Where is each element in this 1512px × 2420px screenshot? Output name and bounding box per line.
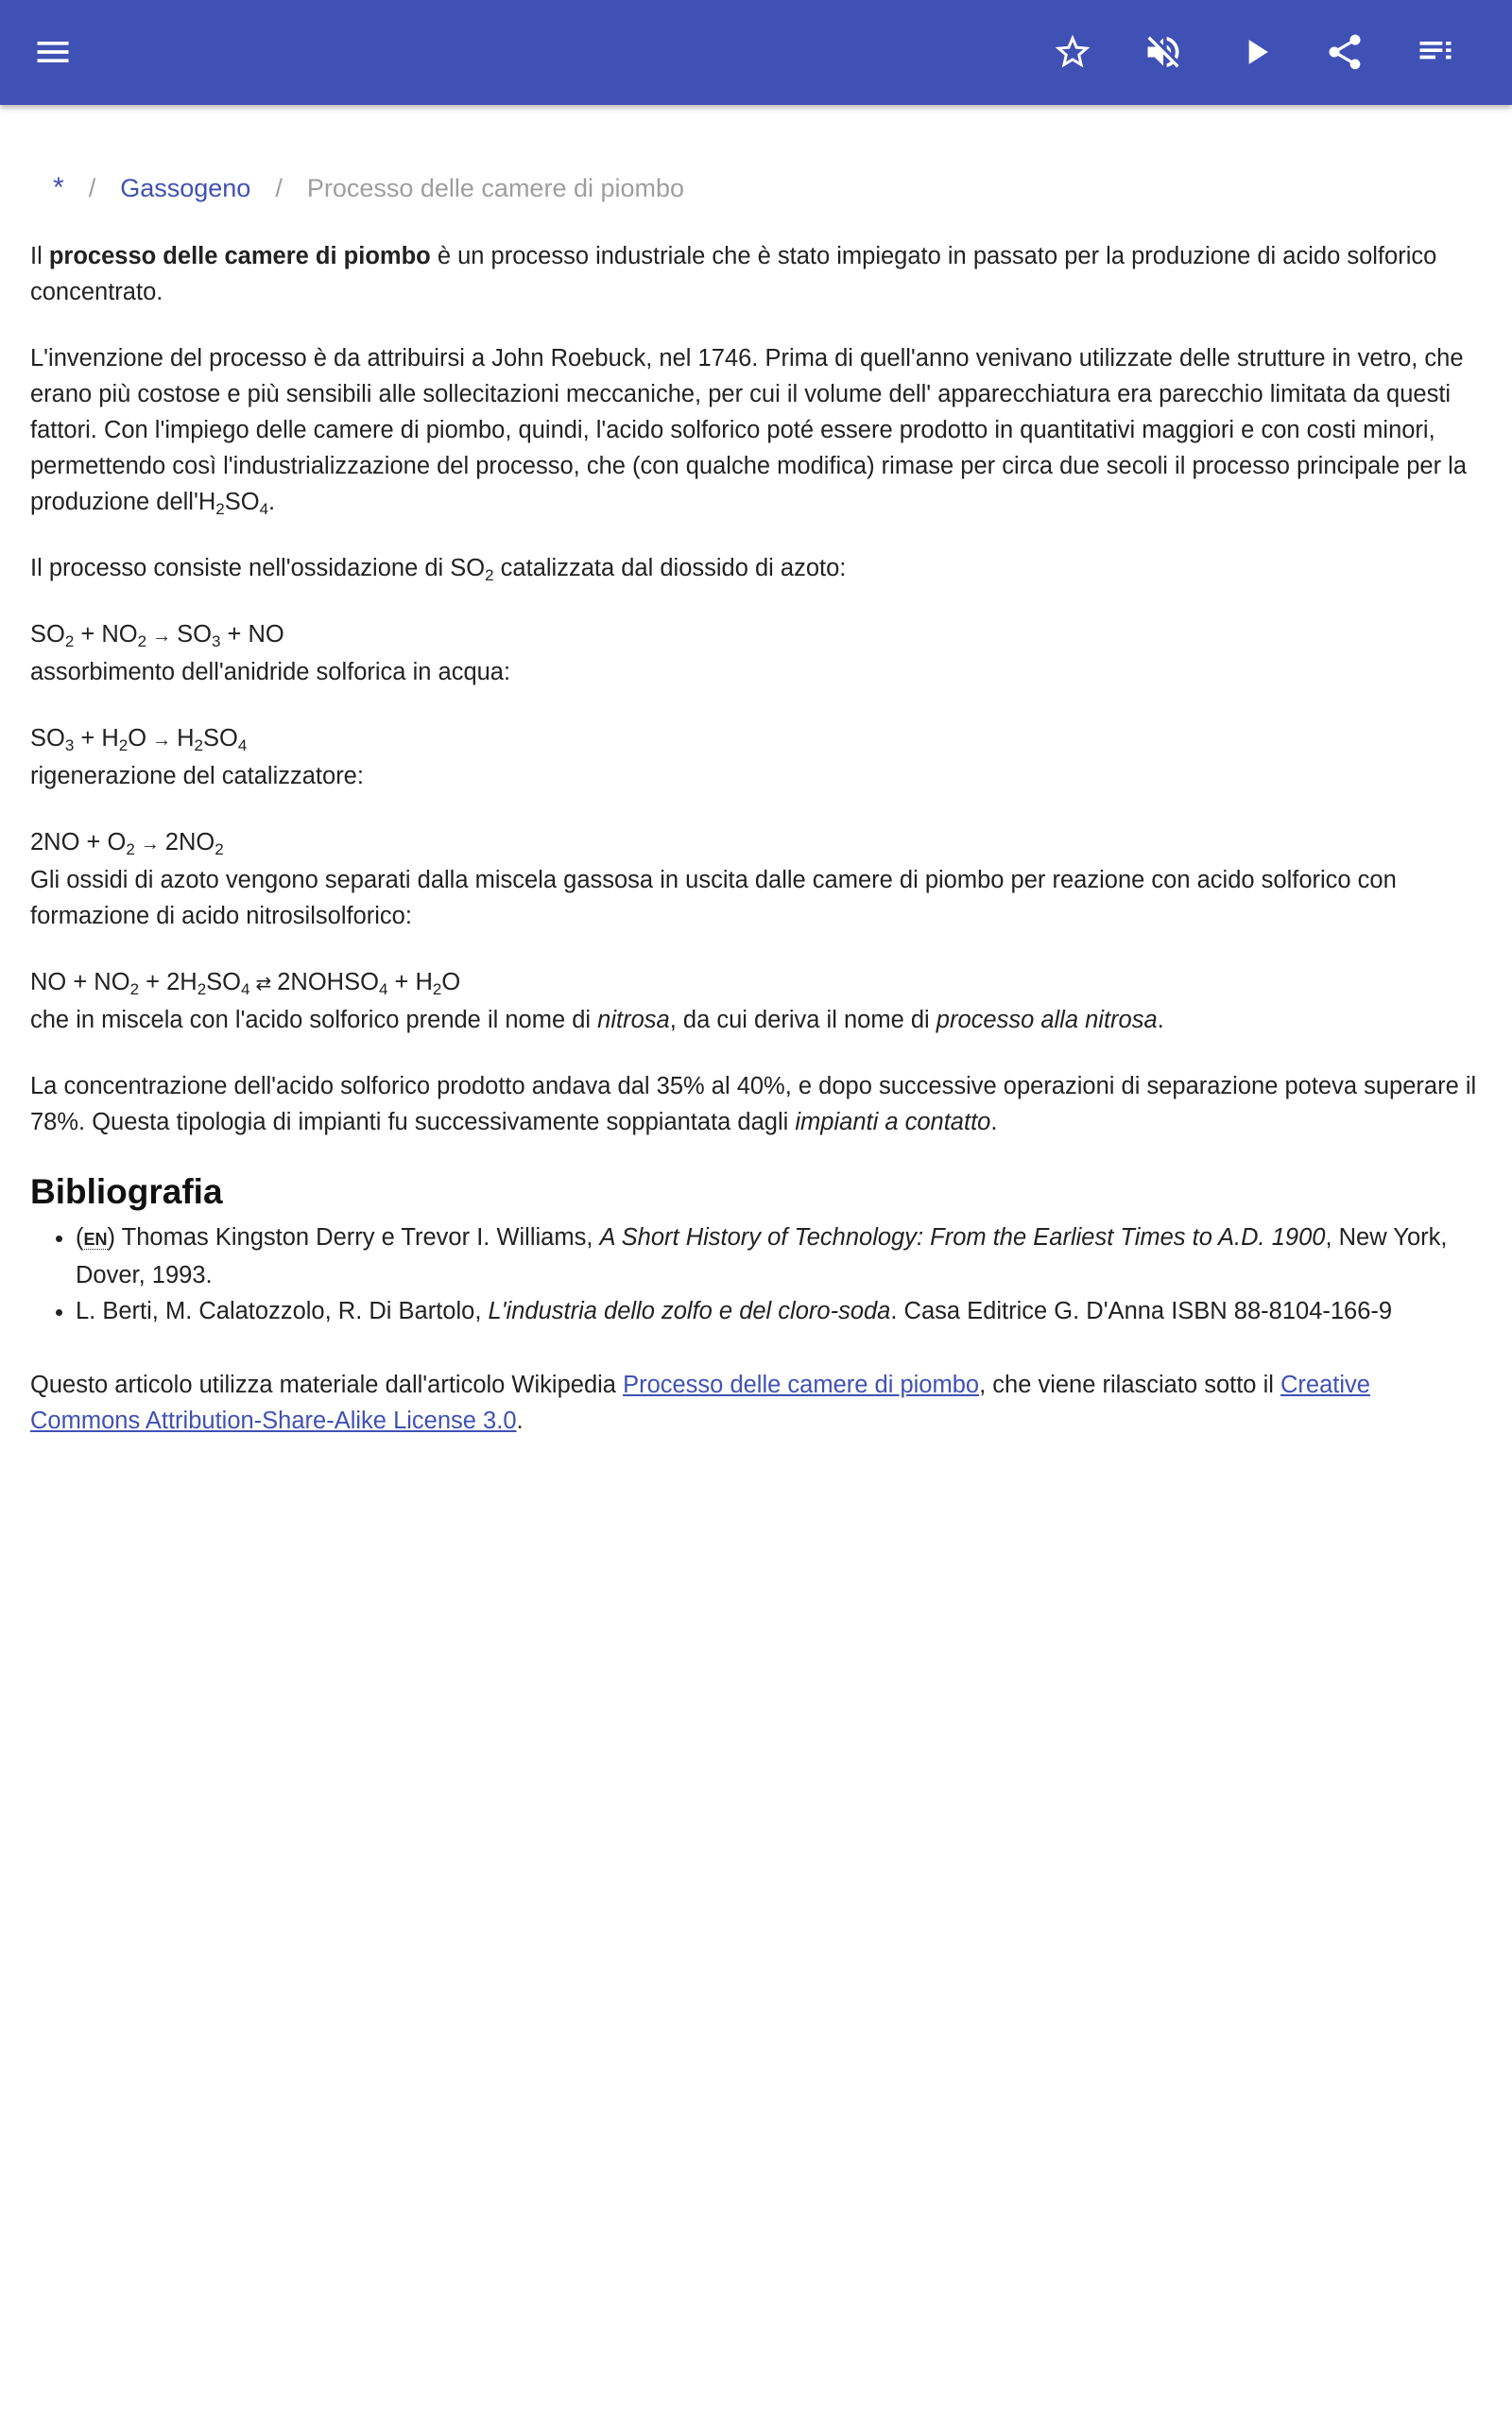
formula-subscript: 3: [64, 736, 75, 754]
formula-subscript: 2: [215, 500, 225, 518]
formula-part: NO + NO: [30, 969, 130, 995]
formula-part: SO: [30, 621, 65, 648]
equation-caption: , da cui deriva il nome di: [669, 1007, 936, 1033]
wikipedia-article-link[interactable]: Processo delle camere di piombo: [623, 1372, 980, 1398]
reaction-arrow: →: [152, 730, 172, 751]
share-icon: [1324, 31, 1366, 73]
breadcrumb-separator: /: [275, 174, 283, 202]
equation-nitrosyl: [30, 964, 1486, 1002]
citation-authors: L. Berti, M. Calatozzolo, R. Di Bartolo,: [76, 1298, 489, 1324]
formula-part: 2NOHSO: [277, 969, 379, 995]
process-text: Il processo consiste nell'ossidazione di SO: [30, 555, 486, 581]
citation-title: L'industria dello zolfo e del cloro-soda: [488, 1298, 891, 1324]
playlist-icon: [1415, 31, 1456, 73]
process-text-end: catalizzata dal diossido di azoto:: [493, 555, 847, 581]
formula-part: SO: [177, 621, 212, 648]
star-outline-icon: [1052, 31, 1093, 73]
formula-part: + NO: [74, 621, 138, 648]
formula-part: SO: [203, 725, 238, 752]
concentration-text: La concentrazione dell'acido solforico prodotto andava dal 35% al 40%, e dopo successive operazioni di separazione poteva superare il 78%. Questa tipologia di impianti fu successivamente soppiantata dagli: [30, 1073, 1477, 1135]
breadcrumb-current: Processo delle camere di piombo: [306, 174, 685, 202]
formula-part: SO: [224, 489, 260, 515]
intro-paragraph: [30, 238, 1486, 310]
formula-subscript: 2: [432, 980, 442, 998]
equation-regeneration: [30, 824, 1486, 862]
equation-caption: Gli ossidi di azoto vengono separati dalla miscela gassosa in uscita dalle camere di piombo per reazione con acido solforico con formazione di acido nitrosilsolforico:: [30, 867, 1397, 929]
history-end: .: [268, 489, 276, 515]
mute-button[interactable]: [1129, 18, 1197, 86]
formula-subscript: 2: [118, 736, 129, 754]
formula-subscript: 2: [194, 736, 203, 754]
formula-part: O: [128, 725, 147, 752]
equation-block-3: [30, 824, 1486, 934]
equation-block-4: [30, 964, 1486, 1038]
license-text: , che viene rilasciato sotto il: [979, 1372, 1280, 1398]
bibliography-list: [30, 1219, 1486, 1329]
reaction-arrow: →: [152, 626, 172, 647]
play-button[interactable]: [1222, 18, 1290, 86]
equation-caption: rigenerazione del catalizzatore:: [30, 763, 364, 789]
formula-subscript: 4: [259, 500, 269, 518]
volume-off-icon: [1143, 31, 1184, 73]
formula-part: 2NO: [164, 829, 215, 856]
history-paragraph: [30, 340, 1486, 520]
formula-part: + H: [387, 969, 433, 995]
bibliography-item: • (EN) Thomas Kingston Derry e Trevor I. Williams, A Short History of Technology: From the Earliest Times to A.D. 1900, New York, Dover, 1993.: [76, 1219, 1486, 1293]
breadcrumb-home[interactable]: *: [53, 172, 64, 203]
article-content: [30, 170, 1486, 1469]
formula-subscript: 4: [237, 736, 248, 754]
breadcrumb-parent[interactable]: Gassogeno: [120, 174, 251, 202]
italic-term: nitrosa: [597, 1007, 670, 1033]
formula-part: 2NO + O: [30, 829, 127, 856]
equation-absorption: [30, 720, 1486, 758]
formula-part: SO: [30, 725, 65, 752]
formula-part: + NO: [220, 621, 284, 648]
formula-subscript: 2: [64, 632, 75, 650]
menu-button[interactable]: [19, 18, 87, 86]
formula-subscript: 2: [485, 566, 494, 584]
menu-icon: [32, 31, 74, 73]
concentration-paragraph: [30, 1068, 1486, 1140]
playlist-button[interactable]: [1401, 18, 1469, 86]
language-badge: EN: [83, 1230, 108, 1249]
citation-publisher: , New York, Dover, 1993.: [76, 1224, 1448, 1288]
reaction-arrow: →: [140, 834, 160, 855]
formula-subscript: 4: [378, 980, 388, 998]
process-paragraph: [30, 550, 1486, 586]
formula-subscript: 4: [241, 980, 250, 998]
formula-part: + H: [74, 725, 119, 752]
formula-part: H: [198, 489, 216, 515]
formula-subscript: 2: [126, 840, 135, 858]
concentration-end: .: [990, 1109, 998, 1135]
app-bar: [0, 0, 1512, 105]
equation-caption: .: [1157, 1007, 1164, 1033]
italic-term: impianti a contatto: [795, 1109, 991, 1135]
equation-caption: che in miscela con l'acido solforico prende il nome di: [30, 1007, 598, 1033]
formula-subscript: 2: [129, 980, 140, 998]
intro-bold-term: processo delle camere di piombo: [48, 243, 431, 269]
intro-text-end: è un processo industriale che è stato impiegato in passato per la produzione di acido solforico concentrato.: [30, 243, 1437, 305]
formula-subscript: 3: [211, 632, 221, 650]
equation-caption: assorbimento dell'anidride solforica in acqua:: [30, 659, 511, 685]
license-link[interactable]: Creative Commons Attribution-Share-Alike License 3.0: [30, 1372, 1370, 1434]
breadcrumb-separator: /: [88, 174, 96, 202]
license-end: .: [516, 1408, 524, 1434]
citation-title: A Short History of Technology: From the Earliest Times to A.D. 1900: [599, 1224, 1326, 1251]
italic-term: processo alla nitrosa: [936, 1007, 1158, 1033]
formula-subscript: 2: [137, 632, 147, 650]
formula-subscript: 2: [215, 840, 224, 858]
equation-oxidation: [30, 616, 1486, 654]
citation-publisher: . Casa Editrice G. D'Anna ISBN 88-8104-166-9: [890, 1298, 1393, 1324]
citation-authors: Thomas Kingston Derry e Trevor I. Williams,: [115, 1224, 600, 1251]
intro-text: Il: [30, 243, 49, 269]
reaction-arrow: ⇄: [255, 974, 272, 994]
bookmark-button[interactable]: [1039, 18, 1107, 86]
formula-subscript: 2: [197, 980, 207, 998]
formula-part: H: [177, 725, 195, 752]
license-text: Questo articolo utilizza materiale dall'articolo Wikipedia: [30, 1372, 624, 1398]
breadcrumb: [53, 170, 1486, 206]
bibliography-item: [76, 1293, 1486, 1329]
license-paragraph: [30, 1367, 1486, 1439]
formula-part: O: [441, 969, 461, 995]
play-icon: [1235, 31, 1277, 73]
bibliography-heading: Bibliografia: [30, 1172, 223, 1211]
formula-part: SO: [206, 969, 242, 995]
share-button[interactable]: [1311, 18, 1379, 86]
formula-part: + 2H: [139, 969, 198, 995]
history-text: L'invenzione del processo è da attribuirsi a John Roebuck, nel 1746. Prima di quell'anno venivano utilizzate delle strutture in vetro, che erano più costose e più sensibili alle sollecitazioni meccaniche, per cui il volume dell' apparecchiatura era parecchio limitata da questi fattori. Con l'impiego delle camere di piombo, quindi, l'acido solforico poté essere prodotto in quantitativi maggiori e con costi minori, permettendo così l'industrializzazione del processo, che (con qualche modifica) rimase per circa due secoli il processo principale per la produzione dell': [30, 345, 1468, 515]
equation-block-1: [30, 616, 1486, 690]
equation-block-2: [30, 720, 1486, 794]
